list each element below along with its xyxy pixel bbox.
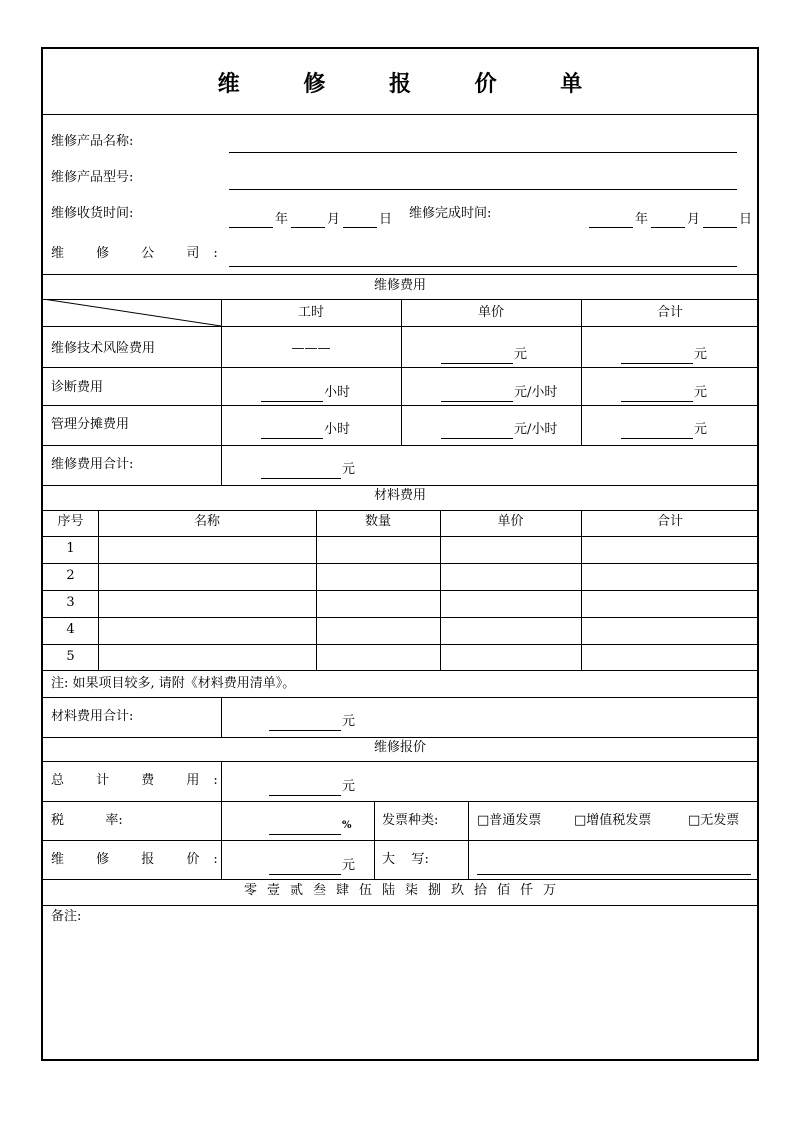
grid-line: [581, 299, 582, 445]
divider: [43, 114, 757, 115]
divider: [43, 697, 757, 698]
receive-year-field[interactable]: [229, 227, 273, 228]
complete-time-label: 维修完成时间:: [409, 206, 492, 221]
product-model-label: 维修产品型号:: [51, 170, 134, 185]
company-label: 维 修 公 司:: [51, 246, 232, 261]
uppercase-label: 大 写:: [382, 852, 429, 867]
divider: [43, 761, 757, 762]
complete-day-field[interactable]: [703, 227, 737, 228]
divider: [43, 405, 757, 406]
diagnosis-total-unit: 元: [694, 385, 708, 400]
table-row-index: 4: [66, 622, 75, 637]
tax-rate-unit: %: [342, 820, 352, 831]
chinese-numerals-row: 零壹贰叁肆伍陆柒捌玖拾佰仟万: [243, 883, 566, 898]
total-cost-unit: 元: [342, 779, 356, 794]
page-title: 维 修 报 价 单: [217, 71, 611, 97]
day-text: 日: [379, 212, 393, 227]
divider: [43, 326, 757, 327]
diagnosis-fee-label: 诊断费用: [51, 380, 104, 395]
diagnosis-total-field[interactable]: [621, 401, 693, 402]
quote-title: 维修报价: [373, 740, 426, 755]
grid-line: [221, 697, 222, 737]
total-cost-field[interactable]: [269, 795, 341, 796]
company-field[interactable]: [229, 266, 737, 267]
header-index: 序号: [57, 514, 84, 529]
diagnosis-unit: 元/小时: [514, 385, 558, 400]
divider: [43, 367, 757, 368]
year-text: 年: [635, 212, 649, 227]
risk-fee-total-unit: 元: [694, 347, 708, 362]
divider: [43, 536, 757, 537]
quote-price-label: 维 修 报 价:: [51, 852, 232, 867]
invoice-option-normal[interactable]: □普通发票: [477, 813, 542, 828]
divider: [43, 905, 757, 906]
diagnosis-unit-field[interactable]: [441, 401, 513, 402]
header-unit-price: 单价: [497, 514, 524, 529]
header-quantity: 数量: [364, 514, 391, 529]
complete-month-field[interactable]: [651, 227, 685, 228]
quote-form: [41, 47, 759, 1061]
product-name-field[interactable]: [229, 152, 737, 153]
management-total-field[interactable]: [621, 438, 693, 439]
risk-fee-total-field[interactable]: [621, 363, 693, 364]
day-text: 日: [739, 212, 753, 227]
material-cost-title: 材料费用: [373, 488, 426, 503]
grid-line: [221, 299, 222, 486]
header-name: 名称: [193, 514, 220, 529]
year-text: 年: [275, 212, 289, 227]
divider: [43, 563, 757, 564]
divider: [43, 840, 757, 841]
divider: [43, 485, 757, 486]
header-total: 合计: [656, 514, 683, 529]
diagnosis-hours-field[interactable]: [261, 401, 323, 402]
total-cost-label: 总 计 费 用:: [51, 773, 232, 788]
complete-year-field[interactable]: [589, 227, 633, 228]
divider: [43, 801, 757, 802]
table-row-index: 3: [66, 595, 75, 610]
management-hours-unit: 小时: [324, 422, 351, 437]
diagnosis-hours-unit: 小时: [324, 385, 351, 400]
risk-fee-hours: ———: [291, 341, 331, 356]
uppercase-field[interactable]: [477, 874, 751, 875]
invoice-option-vat[interactable]: □增值税发票: [574, 813, 652, 828]
divider: [43, 590, 757, 591]
divider: [43, 445, 757, 446]
material-sum-label: 材料费用合计:: [51, 709, 134, 724]
quote-price-unit: 元: [342, 858, 356, 873]
repair-sum-unit: 元: [342, 462, 356, 477]
management-unit: 元/小时: [514, 422, 558, 437]
management-unit-field[interactable]: [441, 438, 513, 439]
repair-cost-title: 维修费用: [373, 278, 426, 293]
diagonal-header-cell: [43, 299, 221, 326]
receive-month-field[interactable]: [291, 227, 325, 228]
material-sum-unit: 元: [342, 714, 356, 729]
risk-fee-unit-field[interactable]: [441, 363, 513, 364]
management-hours-field[interactable]: [261, 438, 323, 439]
month-text: 月: [327, 212, 341, 227]
tax-rate-label: 税 率:: [51, 813, 123, 828]
material-note: 注: 如果项目较多, 请附《材料费用清单》。: [51, 676, 296, 691]
product-model-field[interactable]: [229, 189, 737, 190]
management-fee-label: 管理分摊费用: [51, 417, 130, 432]
header-hours: 工时: [297, 305, 324, 320]
divider: [43, 879, 757, 880]
receive-day-field[interactable]: [343, 227, 377, 228]
divider: [43, 737, 757, 738]
header-unit-price: 单价: [477, 305, 504, 320]
risk-fee-unit: 元: [514, 347, 528, 362]
table-row-index: 2: [66, 568, 75, 583]
receive-time-label: 维修收货时间:: [51, 206, 134, 221]
tax-rate-field[interactable]: [269, 834, 341, 835]
repair-sum-field[interactable]: [261, 478, 341, 479]
risk-fee-label: 维修技术风险费用: [51, 341, 156, 356]
divider: [43, 274, 757, 275]
divider: [43, 644, 757, 645]
divider: [43, 617, 757, 618]
product-name-label: 维修产品名称:: [51, 134, 134, 149]
invoice-type-label: 发票种类:: [382, 813, 439, 828]
material-sum-field[interactable]: [269, 730, 341, 731]
divider: [43, 670, 757, 671]
invoice-option-none[interactable]: □无发票: [688, 813, 740, 828]
header-total: 合计: [656, 305, 683, 320]
divider: [43, 510, 757, 511]
grid-line: [401, 299, 402, 445]
table-row-index: 5: [66, 649, 75, 664]
quote-price-field[interactable]: [269, 874, 341, 875]
repair-sum-label: 维修费用合计:: [51, 457, 134, 472]
management-total-unit: 元: [694, 422, 708, 437]
month-text: 月: [687, 212, 701, 227]
remarks-area[interactable]: [43, 927, 757, 1059]
table-row-index: 1: [66, 541, 75, 556]
remarks-label: 备注:: [51, 909, 82, 924]
